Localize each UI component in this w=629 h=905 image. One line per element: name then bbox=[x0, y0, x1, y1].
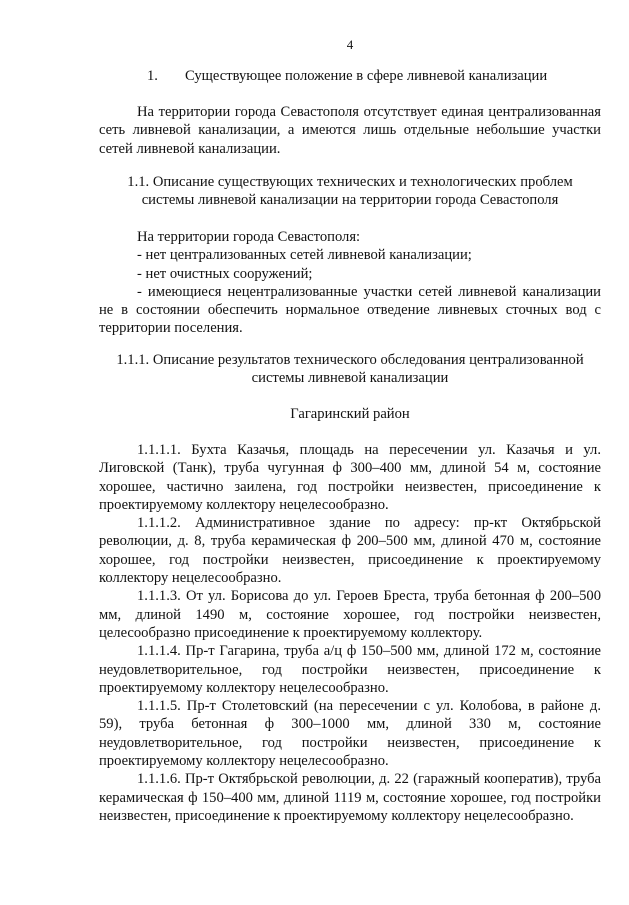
paragraph-1-1-1-3: 1.1.1.3. От ул. Борисова до ул. Героев Бреста, труба бетонная ф 200–500 мм, длиной 1490 м, состояние хорошее, год постройки неизвестен, целесообразно присоединение к проектируемому коллектору. bbox=[99, 588, 601, 641]
section-1-1-body bbox=[99, 228, 601, 338]
section-1-1-1-title-line-1: 1.1.1. Описание результатов технического обследования централизованной bbox=[116, 352, 584, 368]
section-1-heading bbox=[147, 67, 547, 85]
paragraph-1-1-1-1: 1.1.1.1. Бухта Казачья, площадь на пересечении ул. Казачья и ул. Лиговской (Танк), труба чугунная ф 300–400 мм, длиной 54 м, состояние хорошее, частично заилена, год постройки неизвестен, присоединение к проектируемому коллектору нецелесообразно. bbox=[99, 442, 601, 513]
section-1-number: 1. bbox=[147, 68, 158, 84]
section-1-1-title-line-1: 1.1. Описание существующих технических и технологических проблем bbox=[127, 174, 573, 190]
section-1-body bbox=[99, 103, 601, 158]
paragraph-1-1-1-6: 1.1.1.6. Пр-т Октябрьской революции, д. 22 (гаражный кооператив), труба керамическая ф 150–400 мм, длиной 1119 м, состояние хорошее, год постройки неизвестен, присоединение к проектируемому коллектору нецелесообразно. bbox=[99, 771, 601, 824]
section-1-1-1-heading bbox=[99, 351, 601, 388]
section-1-paragraph: На территории города Севастополя отсутствует единая централизованная сеть ливневой канализации, а имеются лишь отдельные небольшие участки сетей ливневой канализации. bbox=[99, 104, 601, 157]
page-number: 4 bbox=[346, 37, 354, 52]
district-title: Гагаринский район bbox=[290, 406, 410, 422]
list-item: - нет очистных сооружений; bbox=[137, 265, 313, 282]
list-item: - нет централизованных сетей ливневой канализации; bbox=[137, 247, 472, 264]
section-1-1-title-line-2: системы ливневой канализации на территории города Севастополя bbox=[141, 192, 559, 209]
section-1-1-1-body bbox=[99, 441, 601, 825]
district-heading bbox=[99, 405, 601, 423]
section-1-title: Существующее положение в сфере ливневой канализации bbox=[185, 68, 548, 84]
list-item: - имеющиеся нецентрализованные участки сетей ливневой канализации не в состоянии обеспечить нормальное отведение ливневых сточных вод с территории поселения. bbox=[99, 283, 601, 337]
paragraph-1-1-1-2: 1.1.1.2. Административное здание по адресу: пр-кт Октябрьской революции, д. 8, труба керамическая ф 200–500 мм, длиной 470 м, состояние хорошее, год постройки неизвестен, присоединение к проектируемому коллектору нецелесообразно. bbox=[99, 515, 601, 587]
section-1-1-heading bbox=[99, 173, 601, 210]
paragraph-1-1-1-5: 1.1.1.5. Пр-т Столетовский (на пересечении с ул. Колобова, в районе д. 59), труба бетонная ф 300–1000 мм, длиной 330 м, состояние неудовлетворительное, год постройки неизвестен, присоединение к проектируемому коллектору нецелесообразно. bbox=[99, 698, 601, 770]
section-1-1-intro: На территории города Севастополя: bbox=[137, 229, 361, 245]
paragraph-1-1-1-4: 1.1.1.4. Пр-т Гагарина, труба а/ц ф 150–500 мм, длиной 172 м, состояние неудовлетворительное, год постройки неизвестен, присоединение к проектируемому коллектору нецелесообразно. bbox=[99, 643, 601, 696]
section-1-1-1-title-line-2: системы ливневой канализации bbox=[251, 370, 449, 387]
